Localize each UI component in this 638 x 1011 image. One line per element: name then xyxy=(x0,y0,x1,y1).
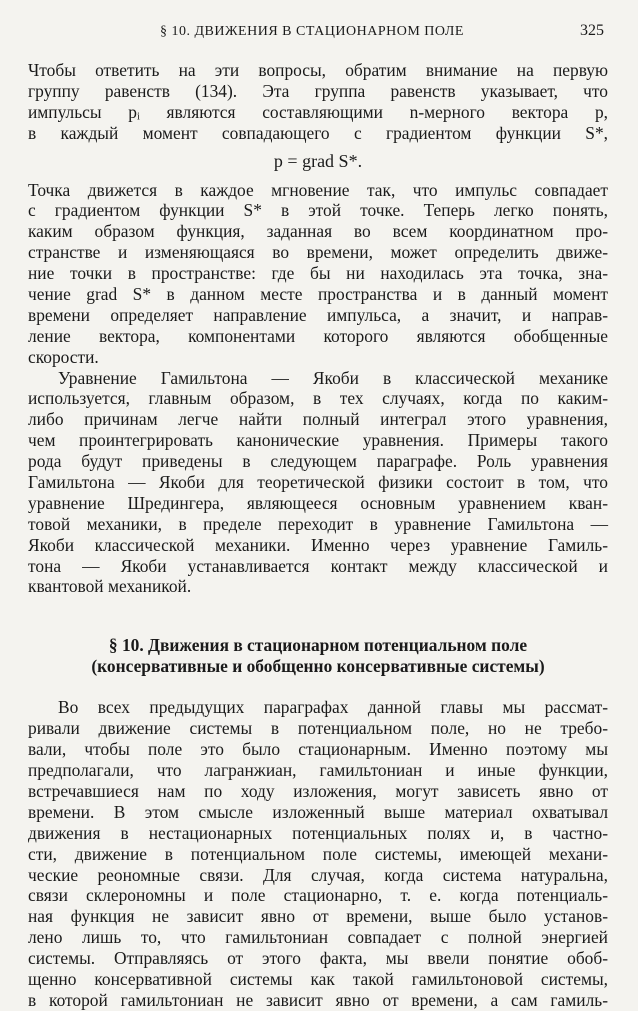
text-line: каким образом функция, заданная во всем координатном про- xyxy=(28,221,608,242)
section-heading xyxy=(28,635,608,677)
section-heading-line-2: (консервативные и обобщенно консервативные системы) xyxy=(91,656,545,677)
text-line: ние точки в пространстве: где бы ни находилась эта точка, зна- xyxy=(28,263,608,284)
text-line: встречавшиеся нам по ходу изложения, могут зависеть явно от xyxy=(28,780,608,801)
text-line: товой механики, в пределе переходит в уравнение Гамильтона — xyxy=(28,513,608,534)
text-line: щенно консервативной системы как такой гамильтоновой системы, xyxy=(28,968,608,989)
text-line: с градиентом функции S* в этой точке. Теперь легко понять, xyxy=(28,200,608,221)
paragraph-4 xyxy=(28,697,608,1010)
paragraph-1 xyxy=(28,60,608,144)
text-line: в которой гамильтониан не зависит явно от времени, а сам гамиль- xyxy=(28,989,608,1010)
text-line: странстве и изменяющаяся во времени, может определить движе- xyxy=(28,242,608,263)
running-title: § 10. ДВИЖЕНИЯ В СТАЦИОНАРНОМ ПОЛЕ xyxy=(160,24,464,39)
text-line: системы. Отправляясь от этого факта, мы ввели понятие обоб- xyxy=(28,948,608,969)
text-line: чем проинтегрировать канонические уравнения. Примеры такого xyxy=(28,430,608,451)
text-line: в каждый момент совпадающего с градиентом функции S*, xyxy=(28,122,608,143)
text-line: либо причинам легче найти полный интеграл этого уравнения, xyxy=(28,409,608,430)
text-line: времени. В этом смысле изложенный выше материал охватывал xyxy=(28,801,608,822)
text-line: Точка движется в каждое мгновение так, что импульс совпадает xyxy=(28,179,608,200)
text-line: Во всех предыдущих параграфах данной главы мы рассмат- xyxy=(58,697,608,718)
text-line: Уравнение Гамильтона — Якоби в классической механике xyxy=(58,367,608,388)
text-line: предполагали, что лагранжиан, гамильтониан и иные функции, xyxy=(28,760,608,781)
text-line: ная функция не зависит явно от времени, выше было установ- xyxy=(28,906,608,927)
text-line: используется, главным образом, в тех случаях, когда по каким- xyxy=(28,388,608,409)
section-heading-line-1: § 10. Движения в стационарном потенциальном поле xyxy=(108,635,528,656)
paragraph-2 xyxy=(28,180,608,368)
text-line: времени определяет направление импульса, а значит, и направ- xyxy=(28,304,608,325)
text-line: тона — Якоби устанавливается контакт между классической и xyxy=(28,555,608,576)
text-line: вали, чтобы поле это было стационарным. Именно поэтому мы xyxy=(28,739,608,760)
text-line: уравнение Шредингера, являющееся основным уравнением кван- xyxy=(28,492,608,513)
text-line: Чтобы ответить на эти вопросы, обратим внимание на первую xyxy=(28,60,608,80)
text-line: сти, движение в потенциальном поле системы, имеющей механи- xyxy=(28,843,608,864)
text-line: чение grad S* в данном месте пространства и в данный момент xyxy=(28,284,608,305)
text-line: квантовой механикой. xyxy=(28,576,192,597)
text-line: связи склерономны и поле стационарно, т. е. когда потенциаль- xyxy=(28,885,608,906)
text-line: скорости. xyxy=(28,346,99,367)
page-number: 325 xyxy=(580,22,604,39)
text-line: лено лишь то, что гамильтониан совпадает с полной энергией xyxy=(28,927,608,948)
text-line: группу равенств (134). Эта группа равенств указывает, что xyxy=(28,80,608,101)
paragraph-3 xyxy=(28,368,608,598)
text-line: движения в нестационарных потенциальных полях и, в частно- xyxy=(28,822,608,843)
text-line: Якоби классической механики. Именно через уравнение Гамиль- xyxy=(28,534,608,555)
body-text xyxy=(28,60,608,1011)
running-head xyxy=(0,22,638,44)
formula: p = grad S*. xyxy=(273,150,363,171)
text-line: рода будут приведены в следующем параграфе. Роль уравнения xyxy=(28,451,608,472)
text-line: импульсы pᵢ являются составляющими n-мерного вектора p, xyxy=(28,101,608,122)
text-line: Гамильтона — Якоби для теоретической физики состоит в том, что xyxy=(28,472,608,493)
text-line: ление вектора, компонентами которого являются обобщенные xyxy=(28,325,608,346)
text-line: ческие реономные связи. Для случая, когда система натуральна, xyxy=(28,864,608,885)
text-line: ривали движение системы в потенциальном поле, но не требо- xyxy=(28,718,608,739)
